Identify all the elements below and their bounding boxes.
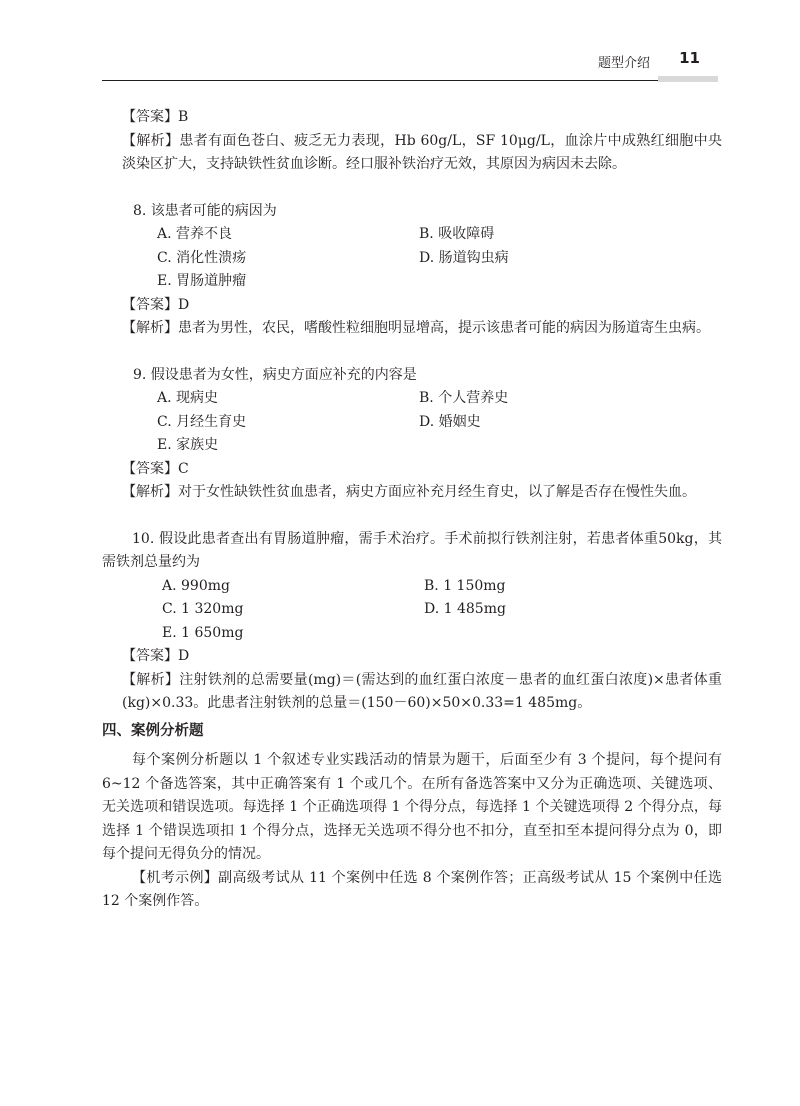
exam-example-text: 副高级考试从 11 个案例中任选 8 个案例作答；正高级考试从 15 个案例中任选 12 个案例作答。 (102, 869, 722, 909)
q8-explanation: 【解析】患者为男性，农民，嗜酸性粒细胞明显增高，提示该患者可能的病因为肠道寄生虫病。 (122, 320, 710, 336)
running-header (102, 48, 718, 82)
spacer (102, 177, 722, 200)
q8-option-a: A. 营养不良 (157, 226, 233, 242)
q8-answer: 【答案】D (122, 296, 190, 313)
q8-options (102, 223, 722, 294)
header-tab-bar (658, 76, 718, 82)
q10-stem: 10. 假设此患者查出有胃肠道肿瘤，需手术治疗。手术前拟行铁剂注射，若患者体重50kg，其需铁剂总量约为 (102, 530, 722, 570)
q8-stem: 8. 该患者可能的病因为 (133, 202, 277, 219)
q10-answer: 【答案】D (122, 648, 190, 664)
q8-option-e: E. 胃肠道肿瘤 (157, 273, 247, 289)
q9-options (102, 387, 722, 458)
spacer (102, 341, 722, 364)
header-rule (102, 80, 718, 81)
q9-stem: 9. 假设患者为女性，病史方面应补充的内容是 (133, 366, 417, 383)
q9-option-c: C. 月经生育史 (157, 413, 247, 430)
spacer (102, 505, 722, 528)
q8-option-b: B. 吸收障碍 (419, 226, 495, 242)
q10-option-c: C. 1 320mg (162, 601, 244, 617)
q9-option-b: B. 个人营养史 (419, 390, 509, 406)
q10-explanation: 【解析】注射铁剂的总需要量(mg)＝(需达到的血红蛋白浓度－患者的血红蛋白浓度)×患者体重(kg)×0.33。此患者注射铁剂的总量＝(150－60)×50×0.33=1 485mg。 (122, 671, 722, 711)
q8-option-c: C. 消化性溃疡 (157, 249, 247, 266)
q10-option-e: E. 1 650mg (162, 624, 244, 641)
q7-explanation: 【解析】患者有面色苍白、疲乏无力表现，Hb 60g/L，SF 10μg/L，血涂片中成熟红细胞中央淡染区扩大，支持缺铁性贫血诊断。经口服补铁治疗无效，其原因为病因未去除。 (122, 132, 722, 172)
q10-option-a: A. 990mg (162, 577, 230, 594)
q10-options (102, 575, 722, 646)
q9-option-d: D. 婚姻史 (419, 413, 481, 430)
q9-option-a: A. 现病史 (157, 390, 219, 406)
page-content (102, 106, 722, 914)
section-paragraph: 每个案例分析题以 1 个叙述专业实践活动的情景为题干，后面至少有 3 个提问，每个提问有 6~12 个备选答案，其中正确答案有 1 个或几个。在所有备选答案中又分为正确选项、关键选项、无关选项和错误选项。每选择 1 个正确选项得 1 个得分点，每选择 1 个关键选项得 2 个得分点，每选择 1 个错误选项扣 1 个得分点，选择无关选项不得分也不扣分，直至扣至本提问得分点为 0，即每个提问无得负分的情况。 (102, 752, 722, 862)
page-number: 11 (679, 49, 700, 67)
q10-option-b: B. 1 150mg (424, 577, 506, 594)
q10-option-d: D. 1 485mg (424, 601, 506, 617)
section-heading: 四、案例分析题 (102, 722, 204, 739)
exam-example-label: 【机考示例】 (132, 869, 219, 886)
q7-answer: 【答案】B (122, 109, 189, 125)
q9-option-e: E. 家族史 (157, 437, 219, 453)
q9-explanation: 【解析】对于女性缺铁性贫血患者，病史方面应补充月经生育史，以了解是否存在慢性失血。 (122, 484, 696, 500)
exam-example (102, 867, 722, 914)
q8-option-d: D. 肠道钩虫病 (419, 249, 509, 266)
running-header-title: 题型介绍 (597, 56, 650, 71)
q9-answer: 【答案】C (122, 460, 189, 477)
